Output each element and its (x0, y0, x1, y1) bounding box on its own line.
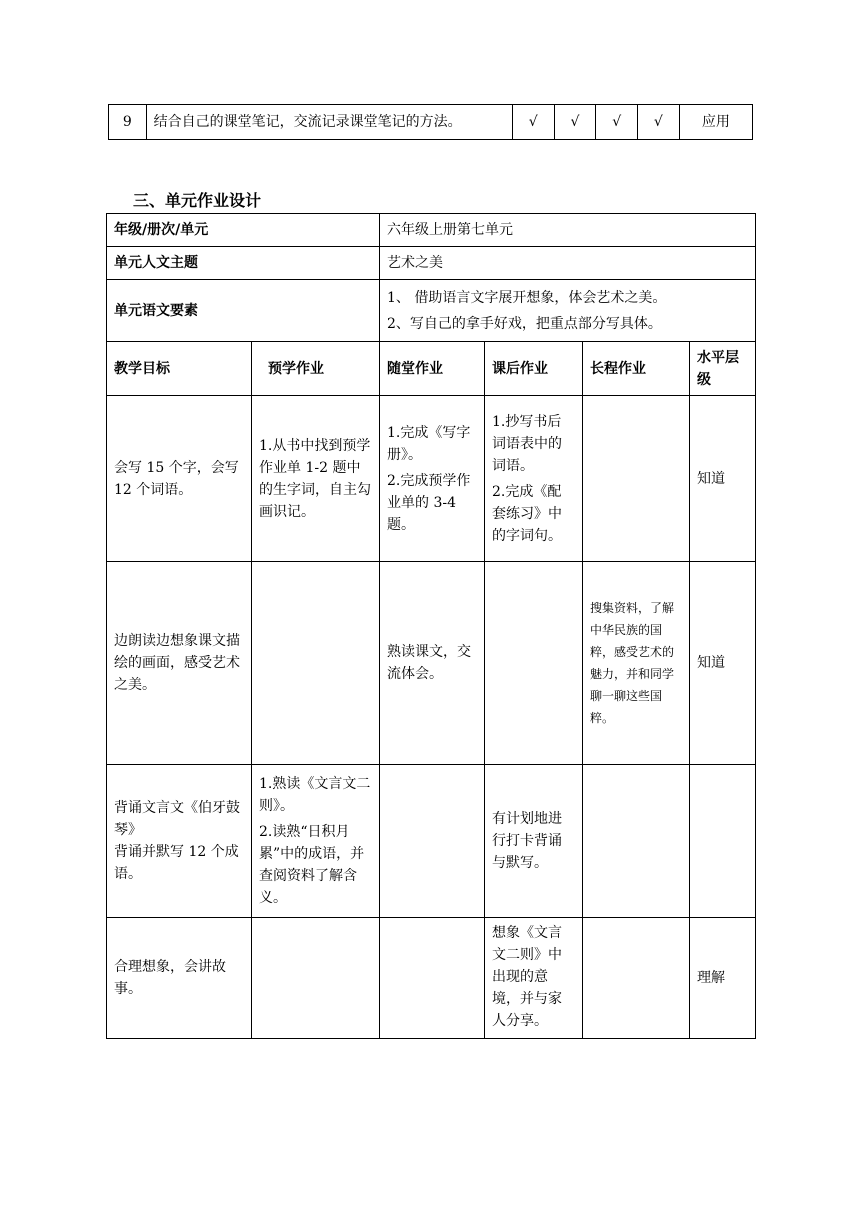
pre-cell (252, 765, 380, 918)
after-item: 想象《文言文二则》中出现的意境，并与家人分享。 (492, 925, 563, 1029)
section-title: 三、单元作业设计 (133, 191, 262, 210)
header-after: 课后作业 (485, 342, 583, 396)
row-content: 结合自己的课堂笔记，交流记录课堂笔记的方法。 (146, 105, 512, 140)
header-long: 长程作业 (583, 342, 690, 396)
check-mark: √ (638, 105, 680, 140)
pre-item: 2.读熟“日积月累”中的成语，并查阅资料了解含义。 (259, 824, 365, 906)
after-cell (485, 765, 583, 918)
info-row-theme (107, 247, 756, 280)
inclass-cell (380, 765, 485, 918)
header-pre: 预学作业 (252, 342, 380, 396)
long-cell (583, 396, 690, 562)
info-row-grade (107, 214, 756, 247)
level-cell (690, 765, 756, 918)
goal-cell (107, 765, 252, 918)
elements-label: 单元语文要素 (107, 280, 380, 342)
theme-value: 艺术之美 (380, 247, 756, 280)
check-mark: √ (512, 105, 554, 140)
long-cell (583, 765, 690, 918)
after-cell (485, 562, 583, 765)
after-cell (485, 396, 583, 562)
theme-label: 单元人文主题 (107, 247, 380, 280)
homework-design-table (106, 213, 756, 1039)
header-inclass: 随堂作业 (380, 342, 485, 396)
long-cell (583, 918, 690, 1039)
inclass-cell (380, 396, 485, 562)
inclass-item: 熟读课文，交流体会。 (387, 644, 472, 682)
table-row (107, 562, 756, 765)
check-mark: √ (554, 105, 596, 140)
info-row-elements (107, 280, 756, 342)
after-cell (485, 918, 583, 1039)
pre-cell (252, 562, 380, 765)
previous-table (108, 104, 753, 140)
goal-cell: 会写 15 个字，会写 12 个词语。 (107, 396, 252, 562)
row-level: 应用 (679, 105, 752, 140)
goal-cell: 合理想象，会讲故事。 (107, 918, 252, 1039)
after-item: 2.完成《配套练习》中的字词句。 (492, 483, 563, 544)
inclass-item: 2.完成预学作业单的 3-4 题。 (387, 472, 471, 533)
pre-item: 1.从书中找到预学作业单 1-2 题中的生字词，自主勾画识记。 (259, 437, 371, 520)
after-item: 1.抄写书后词语表中的词语。 (492, 413, 563, 474)
element-item: 1、 借助语言文字展开想象，体会艺术之美。 (387, 289, 667, 306)
header-level: 水平层级 (690, 342, 756, 396)
table-row (109, 105, 753, 140)
table-row (107, 918, 756, 1039)
inclass-cell (380, 562, 485, 765)
level-cell: 知道 (690, 396, 756, 562)
after-item: 有计划地进行打卡背诵与默写。 (492, 811, 563, 871)
elements-value (380, 280, 756, 342)
pre-item: 1.熟读《文言文二则》。 (259, 776, 371, 814)
level-cell: 知道 (690, 562, 756, 765)
pre-cell (252, 918, 380, 1039)
grade-label: 年级/册次/单元 (107, 214, 380, 247)
pre-cell (252, 396, 380, 562)
header-goal: 教学目标 (107, 342, 252, 396)
level-cell: 理解 (690, 918, 756, 1039)
table-row (107, 396, 756, 562)
element-item: 2、写自己的拿手好戏，把重点部分写具体。 (387, 315, 662, 332)
row-number: 9 (109, 105, 147, 140)
goal-line: 背诵文言文《伯牙鼓琴》 (114, 800, 240, 838)
table-row (107, 765, 756, 918)
inclass-cell (380, 918, 485, 1039)
goal-line: 背诵并默写 12 个成语。 (114, 844, 239, 882)
header-row (107, 342, 756, 396)
goal-cell: 边朗读边想象课文描绘的画面，感受艺术之美。 (107, 562, 252, 765)
inclass-item: 1.完成《写字册》。 (387, 424, 471, 463)
check-mark: √ (596, 105, 638, 140)
long-cell (583, 562, 690, 765)
long-item: 搜集资料，了解中华民族的国粹，感受艺术的魅力，并和同学聊一聊这些国粹。 (590, 601, 675, 725)
grade-value: 六年级上册第七单元 (380, 214, 756, 247)
